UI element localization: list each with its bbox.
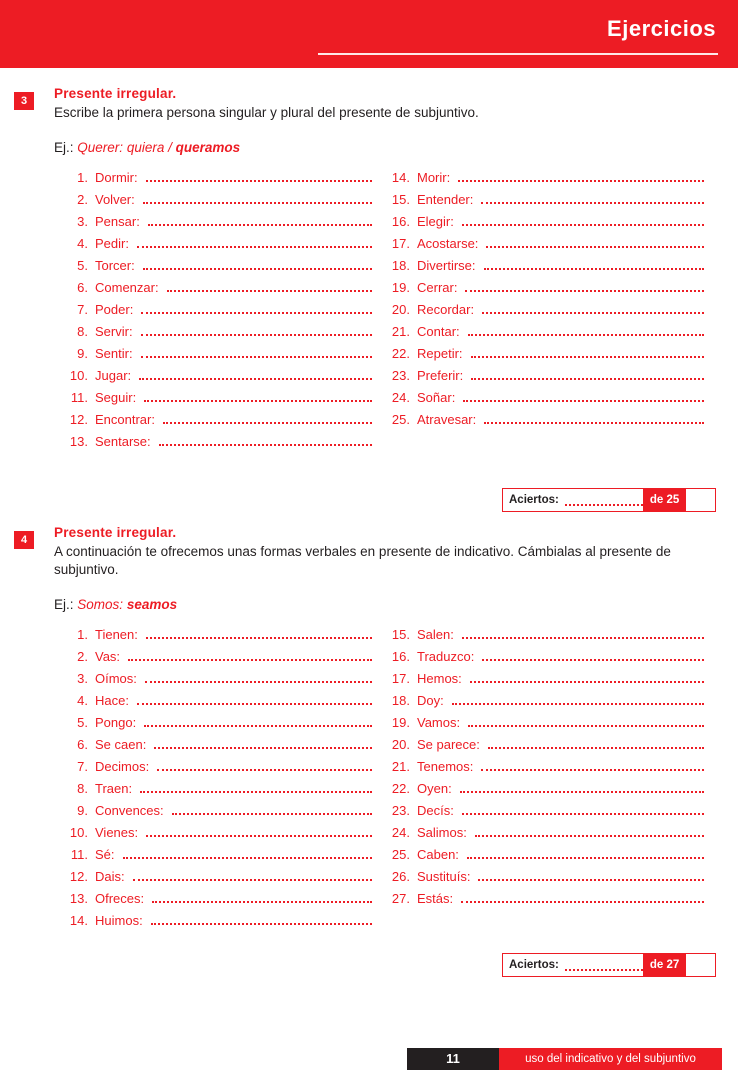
item-word: Hace: bbox=[95, 693, 129, 709]
exercise-item bbox=[62, 323, 372, 345]
exercise-item bbox=[384, 191, 704, 213]
item-number: 8. bbox=[77, 324, 88, 340]
item-answer-blank[interactable] bbox=[140, 780, 372, 793]
item-answer-blank[interactable] bbox=[462, 802, 704, 815]
item-answer-blank[interactable] bbox=[486, 235, 704, 248]
item-word: Oyen: bbox=[417, 781, 452, 797]
item-number: 20. bbox=[391, 737, 410, 753]
item-answer-blank[interactable] bbox=[144, 389, 372, 402]
exercise-item bbox=[62, 648, 372, 670]
item-number: 4. bbox=[77, 236, 88, 252]
item-number: 13. bbox=[69, 891, 88, 907]
item-word: Oímos: bbox=[95, 671, 137, 687]
footer-caption: uso del indicativo y del subjuntivo bbox=[499, 1048, 722, 1070]
exercise-instruction: A continuación te ofrecemos unas formas verbales en presente de indicativo. Cámbialas al presente de subjuntivo. bbox=[54, 544, 671, 578]
item-word: Divertirse: bbox=[417, 258, 476, 274]
item-answer-blank[interactable] bbox=[478, 868, 704, 881]
item-answer-blank[interactable] bbox=[159, 433, 372, 446]
exercise-item bbox=[62, 257, 372, 279]
items-column-right bbox=[384, 626, 704, 912]
item-word: Caben: bbox=[417, 847, 459, 863]
item-answer-blank[interactable] bbox=[145, 670, 372, 683]
exercise-item bbox=[62, 802, 372, 824]
items-column-right bbox=[384, 169, 704, 433]
score-label: Aciertos: bbox=[509, 959, 559, 971]
item-word: Repetir: bbox=[417, 346, 463, 362]
item-word: Morir: bbox=[417, 170, 451, 186]
item-answer-blank[interactable] bbox=[154, 736, 372, 749]
example-label: Ej.: bbox=[54, 140, 74, 156]
page-title: Ejercicios bbox=[607, 16, 716, 41]
exercise-item bbox=[62, 824, 372, 846]
item-word: Servir: bbox=[95, 324, 133, 340]
item-number: 10. bbox=[69, 825, 88, 841]
exercise-item bbox=[384, 780, 704, 802]
item-number: 19. bbox=[391, 280, 410, 296]
item-answer-blank[interactable] bbox=[128, 648, 372, 661]
exercise-item bbox=[62, 345, 372, 367]
item-word: Pongo: bbox=[95, 715, 137, 731]
exercise-body bbox=[54, 525, 724, 946]
item-number: 25. bbox=[391, 847, 410, 863]
item-word: Seguir: bbox=[95, 390, 137, 406]
item-number: 16. bbox=[391, 214, 410, 230]
item-word: Preferir: bbox=[417, 368, 464, 384]
item-answer-blank[interactable] bbox=[141, 345, 372, 358]
item-number: 17. bbox=[391, 236, 410, 252]
exercise-item bbox=[384, 868, 704, 890]
item-word: Sentir: bbox=[95, 346, 133, 362]
item-word: Salen: bbox=[417, 627, 454, 643]
exercise-item bbox=[62, 670, 372, 692]
item-number: 11. bbox=[70, 847, 88, 863]
exercise-item bbox=[384, 824, 704, 846]
item-word: Recordar: bbox=[417, 302, 475, 318]
page-number: 11 bbox=[407, 1048, 499, 1070]
item-number: 11. bbox=[70, 390, 88, 406]
item-word: Traen: bbox=[95, 781, 133, 797]
item-word: Soñar: bbox=[417, 390, 456, 406]
item-answer-blank[interactable] bbox=[471, 367, 704, 380]
example-separator: / bbox=[168, 140, 172, 156]
item-number: 5. bbox=[77, 715, 88, 731]
items-column-left bbox=[62, 626, 372, 934]
score-total: de 27 bbox=[643, 954, 686, 976]
score-box bbox=[502, 953, 716, 977]
item-word: Convences: bbox=[95, 803, 164, 819]
item-word: Volver: bbox=[95, 192, 135, 208]
item-number: 1. bbox=[77, 170, 88, 186]
item-number: 4. bbox=[77, 693, 88, 709]
exercise-item bbox=[62, 714, 372, 736]
example-answer-singular: quiera bbox=[126, 140, 165, 156]
item-word: Dais: bbox=[95, 869, 125, 885]
item-word: Contar: bbox=[417, 324, 460, 340]
example-answer-singular: seamos bbox=[126, 597, 178, 613]
items-column-left bbox=[62, 169, 372, 455]
item-number: 14. bbox=[69, 913, 88, 929]
item-answer-blank[interactable] bbox=[467, 846, 704, 859]
exercise-item bbox=[62, 411, 372, 433]
item-number: 24. bbox=[391, 825, 410, 841]
item-word: Sé: bbox=[95, 847, 115, 863]
item-answer-blank[interactable] bbox=[139, 367, 372, 380]
exercise-item bbox=[62, 279, 372, 301]
exercise-item bbox=[62, 213, 372, 235]
item-number: 22. bbox=[391, 346, 410, 362]
exercise-item bbox=[384, 169, 704, 191]
item-answer-blank[interactable] bbox=[462, 626, 704, 639]
item-answer-blank[interactable] bbox=[141, 323, 372, 336]
item-number: 18. bbox=[391, 258, 410, 274]
item-answer-blank[interactable] bbox=[157, 758, 372, 771]
exercise-item bbox=[62, 389, 372, 411]
item-word: Pensar: bbox=[95, 214, 140, 230]
item-answer-blank[interactable] bbox=[172, 802, 372, 815]
item-answer-blank[interactable] bbox=[484, 411, 704, 424]
item-answer-blank[interactable] bbox=[141, 301, 372, 314]
item-word: Tenemos: bbox=[417, 759, 474, 775]
item-word: Dormir: bbox=[95, 170, 138, 186]
item-word: Se caen: bbox=[95, 737, 147, 753]
item-word: Atravesar: bbox=[417, 412, 477, 428]
item-word: Torcer: bbox=[95, 258, 135, 274]
item-answer-blank[interactable] bbox=[482, 301, 704, 314]
item-number: 6. bbox=[77, 280, 88, 296]
item-answer-blank[interactable] bbox=[468, 323, 704, 336]
item-number: 26. bbox=[391, 869, 410, 885]
exercise-item bbox=[384, 890, 704, 912]
item-word: Entender: bbox=[417, 192, 474, 208]
exercise-item bbox=[62, 433, 372, 455]
item-number: 2. bbox=[77, 192, 88, 208]
score-box bbox=[502, 488, 716, 512]
item-word: Hemos: bbox=[417, 671, 462, 687]
item-number: 16. bbox=[391, 649, 410, 665]
item-answer-blank[interactable] bbox=[146, 169, 372, 182]
exercise-item bbox=[384, 846, 704, 868]
exercise-item bbox=[62, 868, 372, 890]
exercise-item bbox=[384, 257, 704, 279]
item-answer-blank[interactable] bbox=[146, 824, 372, 837]
exercise-item bbox=[62, 692, 372, 714]
item-number: 19. bbox=[391, 715, 410, 731]
item-number: 23. bbox=[391, 803, 410, 819]
item-number: 15. bbox=[391, 192, 410, 208]
exercise-item bbox=[384, 802, 704, 824]
exercise-item bbox=[62, 301, 372, 323]
item-answer-blank[interactable] bbox=[133, 868, 372, 881]
score-input[interactable] bbox=[565, 489, 643, 506]
item-answer-blank[interactable] bbox=[481, 758, 704, 771]
item-answer-blank[interactable] bbox=[137, 692, 372, 705]
item-answer-blank[interactable] bbox=[471, 345, 704, 358]
item-answer-blank[interactable] bbox=[468, 714, 704, 727]
exercise-items bbox=[54, 169, 724, 469]
exercise-title: Presente irregular. bbox=[54, 86, 177, 101]
exercise-title: Presente irregular. bbox=[54, 525, 177, 540]
item-word: Traduzco: bbox=[417, 649, 475, 665]
exercise-item bbox=[384, 648, 704, 670]
exercise-body bbox=[54, 86, 724, 469]
item-number: 27. bbox=[391, 891, 410, 907]
item-word: Tienen: bbox=[95, 627, 138, 643]
exercise-number-badge: 3 bbox=[14, 92, 34, 110]
exercise-number-badge: 4 bbox=[14, 531, 34, 549]
exercise-items bbox=[54, 626, 724, 946]
item-number: 2. bbox=[77, 649, 88, 665]
item-word: Elegir: bbox=[417, 214, 454, 230]
item-word: Ofreces: bbox=[95, 891, 145, 907]
item-answer-blank[interactable] bbox=[475, 824, 704, 837]
item-number: 9. bbox=[77, 803, 88, 819]
item-number: 17. bbox=[391, 671, 410, 687]
exercise-item bbox=[384, 626, 704, 648]
item-word: Salimos: bbox=[417, 825, 467, 841]
exercise-item bbox=[62, 758, 372, 780]
item-answer-blank[interactable] bbox=[123, 846, 372, 859]
exercise-item bbox=[384, 670, 704, 692]
exercise-item bbox=[384, 345, 704, 367]
example-prompt: Somos: bbox=[77, 597, 124, 613]
item-number: 6. bbox=[77, 737, 88, 753]
item-word: Sustituís: bbox=[417, 869, 471, 885]
item-word: Pedir: bbox=[95, 236, 129, 252]
item-word: Sentarse: bbox=[95, 434, 151, 450]
example-answer-plural: queramos bbox=[175, 140, 241, 156]
item-answer-blank[interactable] bbox=[465, 279, 704, 292]
item-number: 24. bbox=[391, 390, 410, 406]
exercise-instruction: Escribe la primera persona singular y plural del presente de subjuntivo. bbox=[54, 105, 479, 120]
score-label: Aciertos: bbox=[509, 494, 559, 506]
exercise-item bbox=[62, 235, 372, 257]
exercise-item bbox=[384, 736, 704, 758]
exercise-item bbox=[384, 235, 704, 257]
item-answer-blank[interactable] bbox=[462, 213, 704, 226]
item-number: 12. bbox=[69, 412, 88, 428]
exercise-item bbox=[62, 846, 372, 868]
item-word: Poder: bbox=[95, 302, 134, 318]
item-answer-blank[interactable] bbox=[137, 235, 372, 248]
item-word: Vamos: bbox=[417, 715, 461, 731]
exercise-item bbox=[62, 367, 372, 389]
exercise-item bbox=[384, 213, 704, 235]
item-word: Encontrar: bbox=[95, 412, 155, 428]
item-word: Decís: bbox=[417, 803, 454, 819]
example-label: Ej.: bbox=[54, 597, 74, 613]
item-answer-blank[interactable] bbox=[151, 912, 372, 925]
item-word: Comenzar: bbox=[95, 280, 159, 296]
item-word: Estás: bbox=[417, 891, 454, 907]
item-number: 15. bbox=[391, 627, 410, 643]
item-word: Se parece: bbox=[417, 737, 480, 753]
item-answer-blank[interactable] bbox=[144, 714, 372, 727]
item-number: 10. bbox=[69, 368, 88, 384]
example-prompt: Querer: bbox=[77, 140, 124, 156]
item-word: Acostarse: bbox=[417, 236, 479, 252]
item-answer-blank[interactable] bbox=[143, 191, 372, 204]
exercise-item bbox=[384, 692, 704, 714]
item-number: 9. bbox=[77, 346, 88, 362]
item-word: Jugar: bbox=[95, 368, 132, 384]
exercise-item bbox=[384, 411, 704, 433]
exercise-example bbox=[54, 597, 724, 612]
item-number: 8. bbox=[77, 781, 88, 797]
item-answer-blank[interactable] bbox=[481, 191, 704, 204]
item-number: 21. bbox=[391, 324, 410, 340]
item-number: 22. bbox=[391, 781, 410, 797]
item-number: 20. bbox=[391, 302, 410, 318]
item-answer-blank[interactable] bbox=[484, 257, 704, 270]
exercise-item bbox=[62, 736, 372, 758]
item-answer-blank[interactable] bbox=[148, 213, 372, 226]
exercise-item bbox=[384, 367, 704, 389]
exercise-item bbox=[62, 890, 372, 912]
item-answer-blank[interactable] bbox=[152, 890, 372, 903]
item-number: 12. bbox=[69, 869, 88, 885]
header-rule bbox=[318, 53, 718, 55]
exercise-item bbox=[62, 626, 372, 648]
item-number: 5. bbox=[77, 258, 88, 274]
score-input[interactable] bbox=[565, 954, 643, 971]
exercise-item bbox=[384, 323, 704, 345]
item-answer-blank[interactable] bbox=[458, 169, 704, 182]
item-number: 18. bbox=[391, 693, 410, 709]
page-header bbox=[0, 0, 738, 68]
item-answer-blank[interactable] bbox=[452, 692, 704, 705]
item-number: 23. bbox=[391, 368, 410, 384]
exercise-item bbox=[384, 389, 704, 411]
item-number: 1. bbox=[77, 627, 88, 643]
item-word: Vienes: bbox=[95, 825, 139, 841]
exercise-item bbox=[384, 279, 704, 301]
item-number: 25. bbox=[391, 412, 410, 428]
item-answer-blank[interactable] bbox=[463, 389, 704, 402]
exercise-example bbox=[54, 140, 724, 155]
item-word: Huimos: bbox=[95, 913, 143, 929]
item-word: Vas: bbox=[95, 649, 121, 665]
exercise-item bbox=[62, 912, 372, 934]
item-answer-blank[interactable] bbox=[470, 670, 704, 683]
item-number: 13. bbox=[69, 434, 88, 450]
item-answer-blank[interactable] bbox=[488, 736, 704, 749]
exercise-item bbox=[62, 780, 372, 802]
item-number: 21. bbox=[391, 759, 410, 775]
item-number: 3. bbox=[77, 214, 88, 230]
page-footer bbox=[0, 1048, 738, 1070]
item-answer-blank[interactable] bbox=[460, 780, 704, 793]
item-answer-blank[interactable] bbox=[163, 411, 372, 424]
score-total: de 25 bbox=[643, 489, 686, 511]
item-answer-blank[interactable] bbox=[482, 648, 704, 661]
item-word: Cerrar: bbox=[417, 280, 458, 296]
item-answer-blank[interactable] bbox=[143, 257, 372, 270]
exercise-item bbox=[384, 714, 704, 736]
exercise-item bbox=[384, 758, 704, 780]
item-number: 7. bbox=[77, 302, 88, 318]
item-answer-blank[interactable] bbox=[167, 279, 372, 292]
item-answer-blank[interactable] bbox=[146, 626, 372, 639]
item-number: 7. bbox=[77, 759, 88, 775]
item-answer-blank[interactable] bbox=[461, 890, 704, 903]
exercise-item bbox=[62, 191, 372, 213]
item-number: 3. bbox=[77, 671, 88, 687]
item-number: 14. bbox=[391, 170, 410, 186]
exercise-item bbox=[384, 301, 704, 323]
exercise-item bbox=[62, 169, 372, 191]
item-word: Decimos: bbox=[95, 759, 150, 775]
item-word: Doy: bbox=[417, 693, 444, 709]
